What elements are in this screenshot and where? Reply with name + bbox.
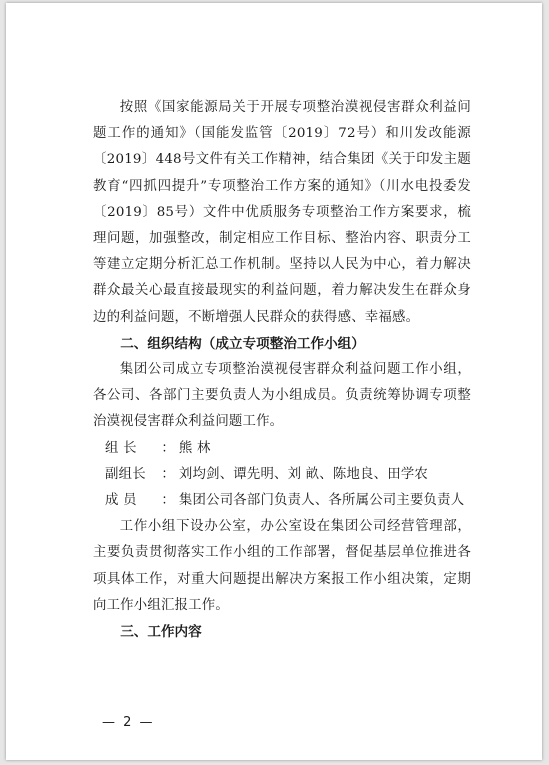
- colon: ：: [161, 466, 175, 482]
- member-names: 熊 林: [178, 440, 211, 456]
- member-names: 集团公司各部门负责人、各所属公司主要负责人: [178, 493, 465, 509]
- member-line-leader: [93, 436, 471, 462]
- member-line-deputy: [93, 462, 471, 488]
- section-heading-work-content: 三、工作内容: [120, 624, 202, 641]
- intro-paragraph: 按照《国家能源局关于开展专项整治漠视侵害群众利益问题工作的通知》（国能发监管〔2019〕72号）和川发改能源〔2019〕448号文件有关工作精神，结合集团《关于印发主题教育“四抓四提升”专项整治工作方案的通知》（川水电投委发〔2019〕85号）文件中优质服务专项整治工作方案要求，梳理问题，加强整改，制定相应工作目标、整治内容、职责分工等建立定期分析汇总工作机制。坚持以人民为中心，着力解决群众最关心最直接最现实的利益问题，着力解决发生在群众身边的利益问题，不断增强人民群众的获得感、幸福感。: [93, 100, 471, 325]
- organization-paragraph: 集团公司成立专项整治漠视侵害群众利益问题工作小组，各公司、各部门主要负责人为小组成员。负责统筹协调专项整治漠视侵害群众利益问题工作。: [93, 362, 471, 430]
- member-names: 刘均剑、谭先明、刘 畝、陈地良、田学农: [178, 466, 429, 482]
- colon: ：: [161, 493, 175, 509]
- section-heading-organization: 二、组织结构（成立专项整治工作小组）: [120, 335, 365, 352]
- member-role: 成 员: [105, 493, 137, 509]
- document-body: [93, 95, 471, 645]
- member-line-members: [93, 488, 471, 514]
- document-page: [6, 3, 542, 760]
- colon: ：: [161, 440, 175, 456]
- member-role: 副组长: [105, 466, 146, 482]
- member-role: 组 长: [105, 440, 137, 456]
- page-number: — 2 —: [102, 715, 155, 730]
- office-paragraph: 工作小组下设办公室，办公室设在集团公司经营管理部，主要负责贯彻落实工作小组的工作部署，督促基层单位推进各项具体工作，对重大问题提出解决方案报工作小组决策，定期向工作小组汇报工作。: [93, 519, 471, 613]
